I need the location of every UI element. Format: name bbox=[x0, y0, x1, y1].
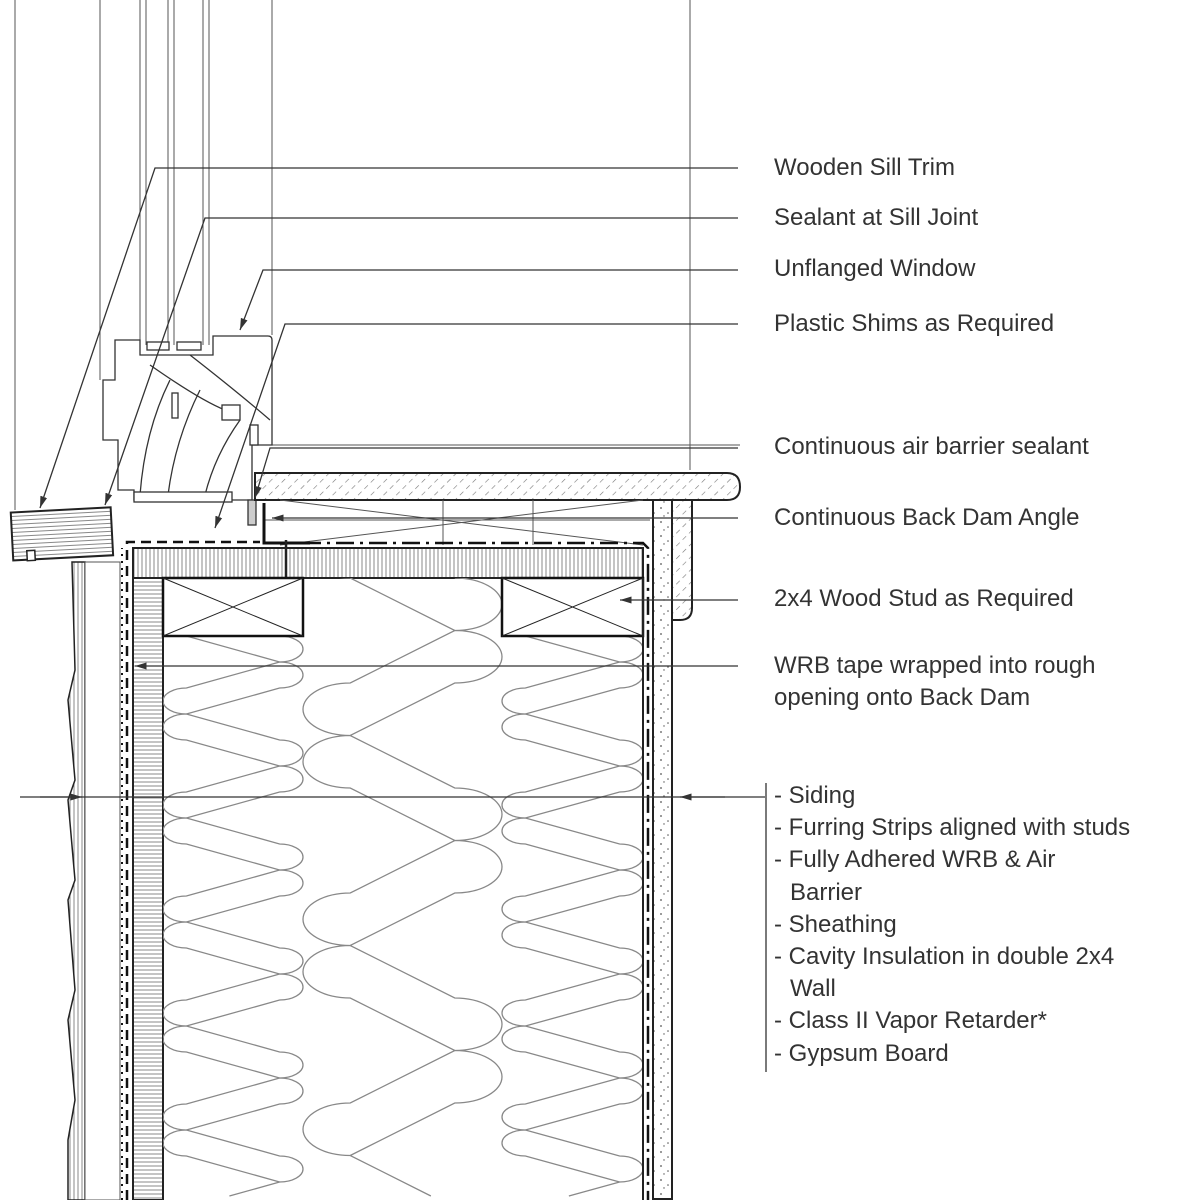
label-wooden-sill-trim: Wooden Sill Trim bbox=[774, 154, 955, 181]
label-wood-stud: 2x4 Wood Stud as Required bbox=[774, 585, 1074, 612]
unflanged-window-frame bbox=[103, 336, 272, 525]
leader-unflanged-window bbox=[240, 270, 738, 330]
insulation-batt-curve bbox=[303, 578, 502, 1196]
assembly-item: - Furring Strips aligned with studs bbox=[774, 814, 1131, 842]
label-wrb-tape-line1: WRB tape wrapped into rough bbox=[774, 652, 1096, 679]
insulation-batt-curve bbox=[303, 526, 502, 1156]
assembly-item: - Class II Vapor Retarder* bbox=[774, 1007, 1047, 1035]
assembly-item: - Siding bbox=[774, 782, 856, 809]
siding bbox=[68, 562, 85, 1200]
insulation-batt-curve bbox=[502, 636, 643, 1196]
air-barrier-line bbox=[270, 543, 648, 1200]
assembly-item: Wall bbox=[790, 975, 836, 1003]
assembly-item: - Cavity Insulation in double 2x4 bbox=[774, 943, 1115, 971]
furring-strip bbox=[85, 562, 120, 1200]
assembly-item: Barrier bbox=[790, 878, 863, 906]
label-back-dam: Continuous Back Dam Angle bbox=[774, 504, 1080, 531]
label-unflanged-window: Unflanged Window bbox=[774, 255, 976, 282]
wall-assembly-list bbox=[774, 780, 1130, 1070]
assembly-item: - Fully Adhered WRB & Air bbox=[774, 846, 1056, 874]
wood-stud-left bbox=[163, 578, 303, 636]
label-wrb-tape-line2: opening onto Back Dam bbox=[774, 684, 1031, 711]
sheathing-vertical bbox=[133, 578, 163, 1200]
assembly-item: - Gypsum Board bbox=[774, 1039, 949, 1067]
window-stool bbox=[255, 473, 740, 500]
gypsum-board bbox=[653, 500, 672, 1199]
wood-stud-right bbox=[502, 578, 643, 636]
wooden-sill-trim bbox=[11, 507, 113, 561]
back-dam-angle bbox=[264, 503, 310, 543]
assembly-item: - Sheathing bbox=[774, 910, 897, 938]
label-air-barrier-sealant: Continuous air barrier sealant bbox=[774, 433, 1089, 460]
insulation-batt-curve bbox=[163, 636, 303, 1196]
sheathing-top bbox=[133, 548, 643, 578]
label-sealant: Sealant at Sill Joint bbox=[774, 204, 979, 231]
label-plastic-shims: Plastic Shims as Required bbox=[774, 310, 1055, 337]
